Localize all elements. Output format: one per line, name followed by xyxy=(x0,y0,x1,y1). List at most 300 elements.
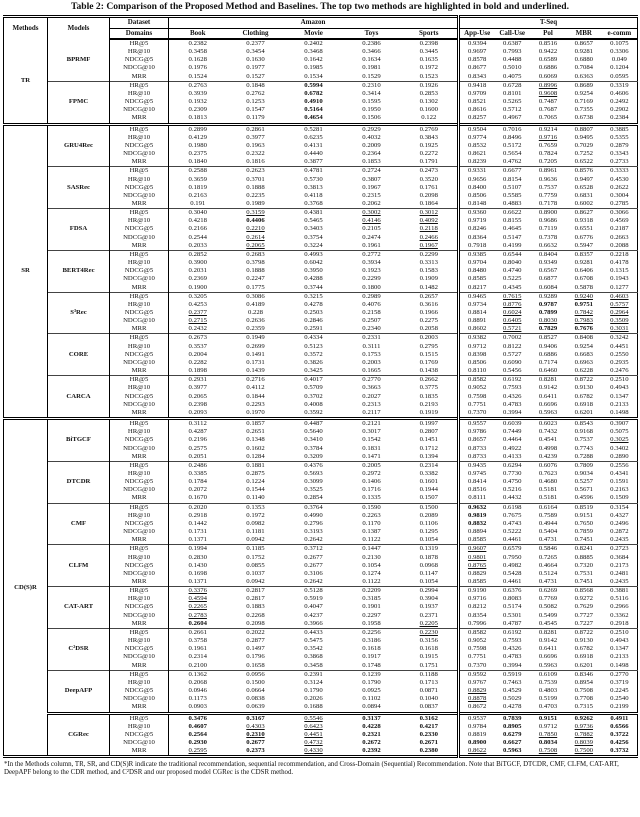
value-cell: 0.0925 xyxy=(362,687,381,695)
value-cell: 0.3537 xyxy=(188,342,207,350)
value-cell: 0.1500 xyxy=(246,678,265,686)
value-cell: 0.6918 xyxy=(574,653,593,661)
value-cell: 0.2930 xyxy=(188,738,207,746)
value-cell: 0.2861 xyxy=(227,124,285,134)
value-cell: 0.6728 xyxy=(494,81,530,90)
value-cell: 0.2340 xyxy=(362,325,381,333)
value-cell: 0.5147 xyxy=(503,233,522,241)
value-cell: 0.1442 xyxy=(188,519,207,527)
value-cell: 0.6235 xyxy=(304,133,323,141)
model-name: S³Rec xyxy=(48,292,110,334)
value-cell: 0.8878 xyxy=(467,695,487,703)
value-cell: 0.9719 xyxy=(467,217,487,225)
value-cell: 0.2375 xyxy=(188,150,207,158)
value-cell: 0.4783 xyxy=(503,653,522,661)
value-cell: 0.2210 xyxy=(246,225,265,233)
value-cell: 0.7983 xyxy=(574,317,593,325)
metric-label: NDCG@10 xyxy=(110,275,169,283)
value-cell: 0.1751 xyxy=(401,662,459,671)
value-cell: 0.4131 xyxy=(304,141,323,149)
value-cell: 0.4228 xyxy=(362,722,381,730)
value-cell: 0.8414 xyxy=(467,478,487,486)
value-cell: 0.9262 xyxy=(566,713,602,723)
value-cell: 0.8657 xyxy=(574,40,593,47)
value-cell: 0.1335 xyxy=(362,494,381,502)
value-cell: 0.4606 xyxy=(610,89,629,97)
value-cell: 0.2268 xyxy=(246,611,265,619)
value-cell: 0.4381 xyxy=(285,209,343,218)
value-cell: 0.1985 xyxy=(304,64,323,72)
value-cell: 0.0956 xyxy=(227,670,285,679)
value-cell: 0.5075 xyxy=(610,428,629,436)
value-cell: 0.8212 xyxy=(467,603,487,611)
value-cell: 0.8083 xyxy=(503,595,522,603)
metric-label: NDCG@10 xyxy=(110,192,169,200)
value-cell: 0.7449 xyxy=(503,428,522,436)
value-cell: 0.4256 xyxy=(610,738,629,746)
value-cell: 0.7265 xyxy=(538,553,558,561)
value-cell: 0.3701 xyxy=(246,175,265,183)
value-cell: 0.0837 xyxy=(401,703,459,713)
value-cell: 0.3154 xyxy=(602,503,638,512)
value-cell: 0.1966 xyxy=(401,309,459,317)
table-row xyxy=(4,503,638,512)
value-cell: 0.7119 xyxy=(538,225,558,233)
value-cell: 0.5257 xyxy=(574,478,593,486)
value-cell: 0.4461 xyxy=(503,578,522,585)
value-cell: 0.1618 xyxy=(362,645,381,653)
value-cell: 0.5846 xyxy=(530,545,566,554)
value-cell: 0.1989 xyxy=(246,199,265,207)
value-cell: 0.0664 xyxy=(246,687,265,695)
value-cell: 0.3111 xyxy=(362,342,381,350)
value-cell: 0.8832 xyxy=(467,519,487,527)
metric-label: NDCG@10 xyxy=(110,150,169,158)
metric-label: HR@5 xyxy=(110,503,169,512)
value-cell: 0.7029 xyxy=(574,141,593,149)
value-cell: 0.2724 xyxy=(343,167,401,176)
metric-label: MRR xyxy=(110,73,169,82)
value-cell: 0.4345 xyxy=(503,283,522,291)
value-cell: 0.2929 xyxy=(343,124,401,134)
value-cell: 0.2466 xyxy=(401,234,459,242)
value-cell: 0.7882 xyxy=(574,730,593,738)
value-cell: 0.6677 xyxy=(494,167,530,176)
value-cell: 0.1595 xyxy=(362,98,381,106)
value-cell: 0.2282 xyxy=(188,358,207,366)
value-cell: 0.0942 xyxy=(246,578,265,585)
value-cell: 0.2299 xyxy=(401,250,459,259)
value-cell: 0.1753 xyxy=(362,350,381,358)
value-cell: 0.2964 xyxy=(610,309,629,316)
metric-label: NDCG@5 xyxy=(110,225,169,233)
value-cell: 0.1712 xyxy=(401,445,459,453)
value-cell: 0.2218 xyxy=(602,250,638,259)
metric-label: MRR xyxy=(110,620,169,629)
value-cell: 0.7531 xyxy=(574,569,593,577)
value-cell: 0.1253 xyxy=(246,98,265,106)
value-cell: 0.5428 xyxy=(503,569,522,577)
value-cell: 0.3209 xyxy=(304,452,323,460)
value-cell: 0.2068 xyxy=(188,678,207,686)
value-cell: 0.2673 xyxy=(169,334,227,343)
value-cell: 0.8354 xyxy=(467,611,487,619)
metric-label: HR@10 xyxy=(110,428,169,436)
value-cell: 0.4680 xyxy=(538,478,558,486)
metric-label: HR@5 xyxy=(110,670,169,679)
value-cell: 0.2297 xyxy=(362,611,381,619)
value-cell: 0.1977 xyxy=(246,64,265,72)
value-cell: 0.3362 xyxy=(610,611,629,619)
value-cell: 0.2496 xyxy=(610,519,629,527)
value-cell: 0.5301 xyxy=(503,611,522,619)
value-cell: 0.1915 xyxy=(401,653,459,661)
value-cell: 0.5730 xyxy=(304,175,323,183)
metric-label: MRR xyxy=(110,114,169,124)
value-cell: 0.4218 xyxy=(188,217,207,225)
value-cell: 0.2313 xyxy=(362,400,381,408)
value-cell: 0.1534 xyxy=(304,72,323,80)
value-cell: 0.2247 xyxy=(246,275,265,283)
value-cell: 0.0946 xyxy=(188,687,207,695)
value-cell: 0.2763 xyxy=(169,81,227,90)
value-cell: 0.2636 xyxy=(246,317,265,325)
value-cell: 0.1816 xyxy=(246,158,265,166)
value-cell: 0.8148 xyxy=(467,199,487,207)
value-cell: 0.2642 xyxy=(304,578,323,585)
value-cell: 0.3758 xyxy=(188,637,207,645)
results-table xyxy=(3,15,638,758)
value-cell: 0.4461 xyxy=(503,536,522,544)
value-cell: 0.6886 xyxy=(538,350,558,358)
metric-label: HR@5 xyxy=(110,292,169,301)
value-cell: 0.9254 xyxy=(574,342,593,350)
value-cell: 0.1527 xyxy=(246,72,265,80)
value-cell: 0.7205 xyxy=(538,158,558,166)
value-cell: 0.4787 xyxy=(503,619,522,627)
metric-label: NDCG@10 xyxy=(110,64,169,72)
value-cell: 0.6411 xyxy=(538,645,558,653)
value-cell: 0.2588 xyxy=(169,167,227,176)
value-cell: 0.0982 xyxy=(246,519,265,527)
value-cell: 0.3744 xyxy=(304,283,323,291)
value-cell: 0.4596 xyxy=(574,494,593,502)
value-cell: 0.7751 xyxy=(467,400,487,408)
value-cell: 0.8519 xyxy=(566,503,602,512)
value-cell: 0.9608 xyxy=(538,89,558,97)
value-cell: 0.1371 xyxy=(188,536,207,544)
value-cell: 0.2989 xyxy=(343,292,401,301)
value-cell: 0.7899 xyxy=(538,309,558,316)
value-cell: 0.3385 xyxy=(188,469,207,477)
value-cell: 0.2544 xyxy=(188,233,207,241)
value-cell: 0.9418 xyxy=(459,81,495,90)
table-row xyxy=(4,628,638,637)
value-cell: 0.2795 xyxy=(401,343,459,351)
value-cell: 0.2163 xyxy=(610,486,629,494)
value-cell: 0.4654 xyxy=(304,114,323,122)
value-cell: 0.1840 xyxy=(188,158,207,166)
value-cell: 0.8357 xyxy=(566,250,602,259)
value-cell: 0.1731 xyxy=(188,528,207,536)
value-cell: 0.3659 xyxy=(188,175,207,183)
value-cell: 0.2899 xyxy=(169,124,227,134)
value-cell: 0.3994 xyxy=(503,661,522,669)
value-cell: 0.6551 xyxy=(574,225,593,233)
value-cell: 0.1315 xyxy=(610,267,629,275)
value-cell: 0.8961 xyxy=(530,167,566,176)
value-cell: 0.8722 xyxy=(566,628,602,637)
value-cell: 0.7589 xyxy=(538,511,558,519)
value-cell: 0.2098 xyxy=(401,192,459,200)
value-cell: 0.9034 xyxy=(574,469,593,477)
value-cell: 0.2245 xyxy=(610,687,629,695)
value-cell: 0.1790 xyxy=(304,687,323,695)
value-cell: 0.1731 xyxy=(246,358,265,366)
value-cell: 0.6886 xyxy=(538,64,558,72)
metric-label: NDCG@10 xyxy=(110,445,169,453)
value-cell: 0.2432 xyxy=(188,325,207,333)
value-cell: 0.8602 xyxy=(467,325,487,333)
value-cell: 0.3012 xyxy=(401,209,459,218)
value-cell: 0.1784 xyxy=(188,478,207,486)
value-cell: 0.4541 xyxy=(538,436,558,444)
value-cell: 0.6544 xyxy=(494,250,530,259)
value-cell: 0.1319 xyxy=(401,545,459,554)
value-cell: 0.2033 xyxy=(188,241,207,249)
value-cell: 0.2435 xyxy=(610,536,629,544)
value-cell: 0.5757 xyxy=(610,300,629,308)
value-cell: 0.2846 xyxy=(304,317,323,325)
value-cell: 0.2310 xyxy=(246,730,265,738)
table-row xyxy=(4,376,638,385)
value-cell: 0.4740 xyxy=(503,267,522,275)
value-cell: 0.8040 xyxy=(503,259,522,267)
value-cell: 0.2380 xyxy=(401,747,459,757)
value-cell: 0.8672 xyxy=(467,703,487,711)
value-cell: 0.2322 xyxy=(246,150,265,158)
value-cell: 0.2398 xyxy=(401,39,459,48)
metric-label: NDCG@5 xyxy=(110,56,169,64)
value-cell: 0.0838 xyxy=(246,695,265,703)
value-cell: 0.6109 xyxy=(530,670,566,679)
metric-label: HR@10 xyxy=(110,512,169,520)
value-cell: 0.6201 xyxy=(574,661,593,669)
value-cell: 0.4112 xyxy=(246,384,265,392)
value-cell: 0.2564 xyxy=(188,730,207,738)
metric-label: HR@10 xyxy=(110,595,169,603)
value-cell: 0.4118 xyxy=(304,191,323,199)
value-cell: 0.0968 xyxy=(401,562,459,570)
value-cell: 0.8364 xyxy=(467,233,487,241)
value-cell: 0.2872 xyxy=(610,528,629,536)
value-cell: 0.7593 xyxy=(503,637,522,645)
metric-label: NDCG@5 xyxy=(110,309,169,317)
value-cell: 0.1888 xyxy=(246,267,265,275)
value-cell: 0.1601 xyxy=(401,478,459,486)
value-cell: 0.4433 xyxy=(285,628,343,637)
value-cell: 0.3066 xyxy=(602,209,638,218)
value-cell: 0.4334 xyxy=(285,334,343,343)
value-cell: 0.2556 xyxy=(602,461,638,470)
value-cell: 0.8829 xyxy=(467,687,487,695)
metric-label: HR@10 xyxy=(110,343,169,351)
value-cell: 0.1277 xyxy=(610,283,629,291)
metric-label: NDCG@5 xyxy=(110,267,169,275)
col-header-sports: Sports xyxy=(401,28,459,39)
value-cell: 0.2716 xyxy=(227,376,285,385)
value-cell: 0.2392 xyxy=(362,747,381,755)
value-cell: 0.1967 xyxy=(401,242,459,251)
value-cell: 0.2377 xyxy=(188,309,207,316)
value-cell: 0.2373 xyxy=(246,747,265,755)
value-cell: 0.1775 xyxy=(246,283,265,291)
value-cell: 0.8257 xyxy=(467,114,487,122)
value-cell: 0.6877 xyxy=(538,275,558,283)
value-cell: 0.2309 xyxy=(188,106,207,114)
value-cell: 0.1898 xyxy=(188,367,207,375)
table-row xyxy=(4,419,638,429)
value-cell: 0.6405 xyxy=(503,317,522,325)
metric-label: HR@5 xyxy=(110,376,169,385)
value-cell: 0.2321 xyxy=(362,730,381,738)
metric-label: MRR xyxy=(110,284,169,293)
value-cell: 0.1106 xyxy=(401,520,459,528)
value-cell: 0.1831 xyxy=(362,444,381,452)
value-cell: 0.3684 xyxy=(610,553,629,561)
value-cell: 0.5265 xyxy=(503,98,522,106)
value-cell: 0.9786 xyxy=(467,428,487,436)
value-cell: 0.1524 xyxy=(188,72,207,80)
value-cell: 0.6201 xyxy=(574,408,593,416)
value-cell: 0.1844 xyxy=(246,392,265,400)
value-cell: 0.6632 xyxy=(538,241,558,249)
value-cell: 0.3904 xyxy=(401,595,459,603)
value-cell: 0.7824 xyxy=(538,150,558,158)
value-cell: 0.1888 xyxy=(246,183,265,191)
value-cell: 0.3572 xyxy=(304,350,323,358)
model-name: CMF xyxy=(48,503,110,545)
value-cell: 0.2623 xyxy=(227,167,285,176)
value-cell: 0.1185 xyxy=(227,545,285,554)
value-cell: 0.1274 xyxy=(362,569,381,577)
value-cell: 0.9686 xyxy=(538,217,558,225)
value-cell: 0.6708 xyxy=(574,275,593,283)
metric-label: NDCG@5 xyxy=(110,520,169,528)
value-cell: 0.4287 xyxy=(188,428,207,436)
value-cell: 0.3017 xyxy=(362,428,381,436)
value-cell: 0.8576 xyxy=(566,167,602,176)
value-cell: 0.2005 xyxy=(343,461,401,470)
value-cell: 0.3509 xyxy=(610,317,629,325)
value-cell: 0.2314 xyxy=(188,653,207,661)
value-cell: 0.8900 xyxy=(467,738,487,746)
model-name: CGRec xyxy=(48,713,110,757)
value-cell: 0.7451 xyxy=(574,536,593,544)
value-cell: 0.8689 xyxy=(566,81,602,90)
value-cell: 0.1958 xyxy=(362,619,381,627)
value-cell: 0.3977 xyxy=(188,384,207,392)
value-cell: 0.1926 xyxy=(401,81,459,90)
value-cell: 0.9557 xyxy=(459,419,495,429)
value-cell: 0.2796 xyxy=(304,519,323,527)
value-cell: 0.2265 xyxy=(188,603,207,611)
value-cell: 0.4993 xyxy=(285,250,343,259)
value-cell: 0.6269 xyxy=(530,587,566,596)
value-cell: 0.2807 xyxy=(401,428,459,436)
value-cell: 0.2972 xyxy=(362,469,381,477)
metric-label: HR@10 xyxy=(110,554,169,562)
value-cell: 0.2058 xyxy=(401,325,459,334)
value-cell: 0.4199 xyxy=(503,241,522,249)
value-cell: 0.1295 xyxy=(401,528,459,536)
model-name: DeepAFP xyxy=(48,670,110,713)
value-cell: 0.3445 xyxy=(401,48,459,56)
value-cell: 0.2133 xyxy=(610,653,629,661)
value-cell: 0.3712 xyxy=(285,545,343,554)
value-cell: 0.9130 xyxy=(574,384,593,392)
value-cell: 0.9636 xyxy=(538,175,558,183)
value-cell: 0.1498 xyxy=(610,661,629,669)
metric-label: HR@10 xyxy=(110,134,169,142)
value-cell: 0.2026 xyxy=(304,695,323,703)
metric-label: NDCG@5 xyxy=(110,351,169,359)
value-cell: 0.8722 xyxy=(566,376,602,385)
value-cell: 0.4032 xyxy=(362,133,381,141)
value-cell: 0.5029 xyxy=(503,695,522,703)
value-cell: 0.9734 xyxy=(467,300,487,308)
value-cell: 0.8814 xyxy=(467,309,487,316)
value-cell: 0.1506 xyxy=(362,114,381,122)
metric-label: HR@5 xyxy=(110,545,169,554)
value-cell: 0.9151 xyxy=(530,713,566,723)
value-cell: 0.1790 xyxy=(362,678,381,686)
value-cell: 0.6279 xyxy=(503,730,522,738)
model-name: CLFM xyxy=(48,545,110,587)
value-cell: 0.2918 xyxy=(610,619,629,627)
value-cell: 0.2994 xyxy=(401,587,459,596)
value-cell: 0.6164 xyxy=(530,503,566,512)
value-cell: 0.5456 xyxy=(503,367,522,375)
value-cell: 0.3525 xyxy=(304,486,323,494)
value-cell: 0.4326 xyxy=(503,392,522,400)
value-cell: 0.1451 xyxy=(401,436,459,444)
value-cell: 0.2158 xyxy=(362,309,381,316)
value-cell: 0.7487 xyxy=(538,98,558,106)
value-cell: 0.7002 xyxy=(494,334,530,343)
value-cell: 0.2890 xyxy=(610,452,629,460)
value-cell: 0.3215 xyxy=(285,292,343,301)
value-cell: 0.2072 xyxy=(188,486,207,494)
value-cell: 0.9495 xyxy=(574,133,593,141)
value-cell: 0.2492 xyxy=(610,98,629,106)
value-cell: 0.4943 xyxy=(610,637,629,645)
value-cell: 0.8155 xyxy=(503,217,522,225)
value-cell: 0.0595 xyxy=(610,72,629,80)
value-cell: 0.1507 xyxy=(401,494,459,503)
value-cell: 0.8480 xyxy=(467,267,487,275)
value-cell: 0.6406 xyxy=(574,267,593,275)
value-cell: 0.4594 xyxy=(188,595,207,603)
value-cell: 0.2663 xyxy=(610,233,629,241)
value-cell: 0.5585 xyxy=(503,191,522,199)
value-cell: 0.5172 xyxy=(503,141,522,149)
value-cell: 0.6090 xyxy=(503,358,522,366)
metric-label: HR@5 xyxy=(110,334,169,343)
value-cell: 0.9272 xyxy=(574,595,593,603)
value-cell: 0.2065 xyxy=(188,392,207,400)
table-footnote: *In the Methods column, TR, SR, and CD(S)R indicate the traditional recommendation, sequential recommendation, and Cross-Domain (Sequential) Recommendation. Note that BiTGCF, DTCDR, CMF, CLFM, CAT-ART, DeepAPF belong to the CDR method, and C²DSR and our proposed model CGRec is the CDSR method. xyxy=(4,760,619,777)
